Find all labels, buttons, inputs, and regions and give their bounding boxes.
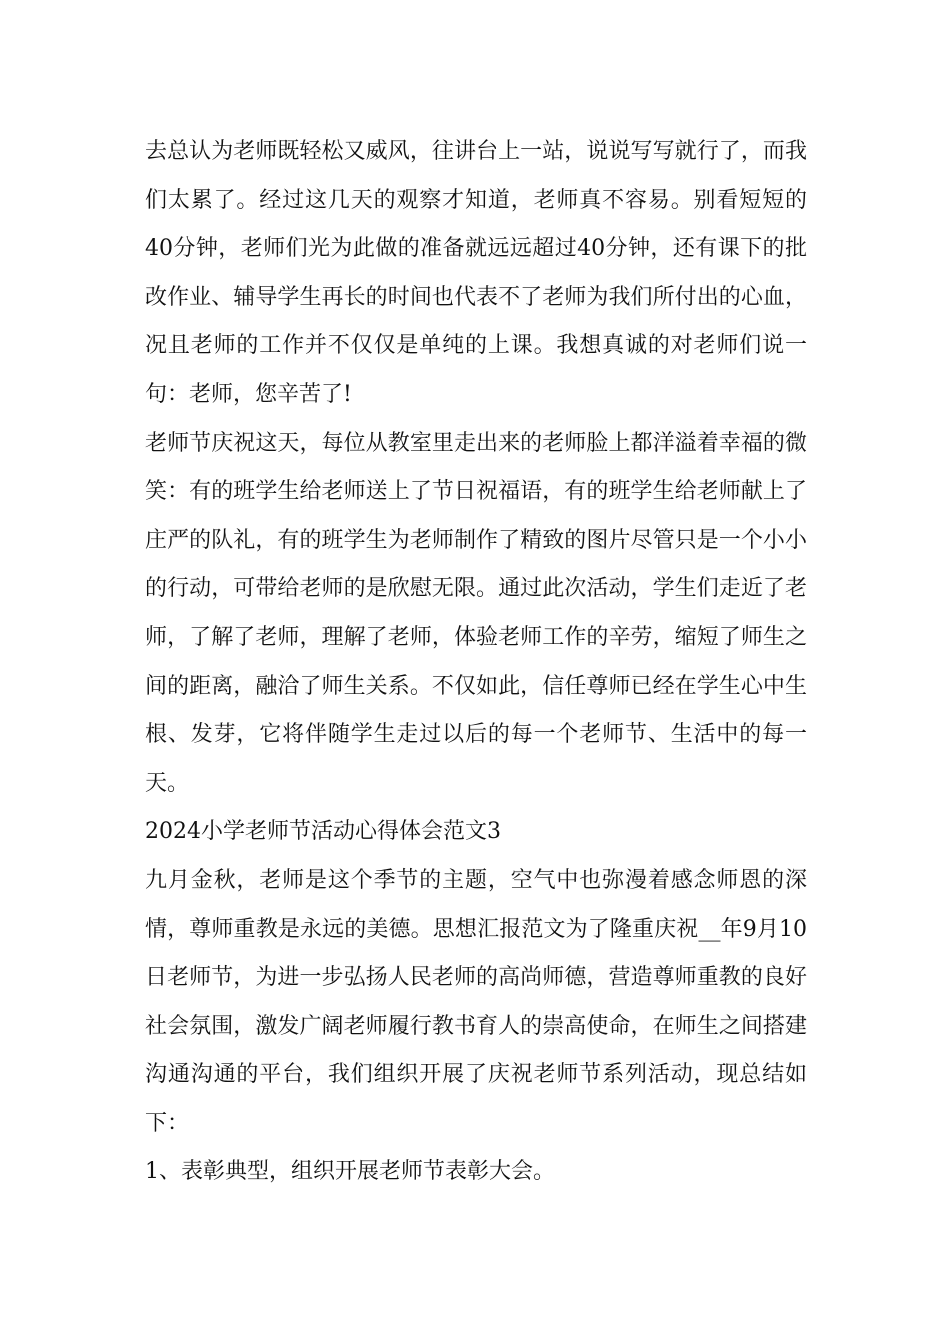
document-body	[145, 128, 807, 1197]
list-item-commendation: 1、表彰典型，组织开展老师节表彰大会。	[145, 1159, 555, 1185]
section-heading: 2024小学老师节活动心得体会范文3	[145, 819, 501, 845]
paragraph-golden-autumn: 九月金秋，老师是这个季节的主题，空气中也弥漫着感念师恩的深情，尊师重教是永远的美德。思想汇报范文为了隆重庆祝__年9月10日老师节，为进一步弘扬人民老师的高尚师德，营造尊师重教的良好社会氛围，激发广阔老师履行教书育人的崇高使命，在师生之间搭建沟通沟通的平台，我们组织开展了庆祝老师节系列活动，现总结如下：	[145, 867, 807, 1136]
paragraph-teacher-day-celebration: 老师节庆祝这天，每位从教室里走出来的老师脸上都洋溢着幸福的微笑：有的班学生给老师送上了节日祝福语，有的班学生给老师献上了庄严的队礼，有的班学生为老师制作了精致的图片尽管只是一个小小的行动，可带给老师的是欣慰无限。通过此次活动，学生们走近了老师，了解了老师，理解了老师，体验老师工作的辛劳，缩短了师生之间的距离，融洽了师生关系。不仅如此，信任尊师已经在学生心中生根、发芽，它将伴随学生走过以后的每一个老师节、生活中的每一天。	[145, 430, 807, 796]
paragraph-teacher-hard-work: 去总认为老师既轻松又威风，往讲台上一站，说说写写就行了，而我们太累了。经过这几天的观察才知道，老师真不容易。别看短短的40分钟，老师们光为此做的准备就远远超过40分钟，还有课下的批改作业、辅导学生再长的时间也代表不了老师为我们所付出的心血，况且老师的工作并不仅仅是单纯的上课。我想真诚的对老师们说一句：老师，您辛苦了!	[145, 139, 807, 407]
